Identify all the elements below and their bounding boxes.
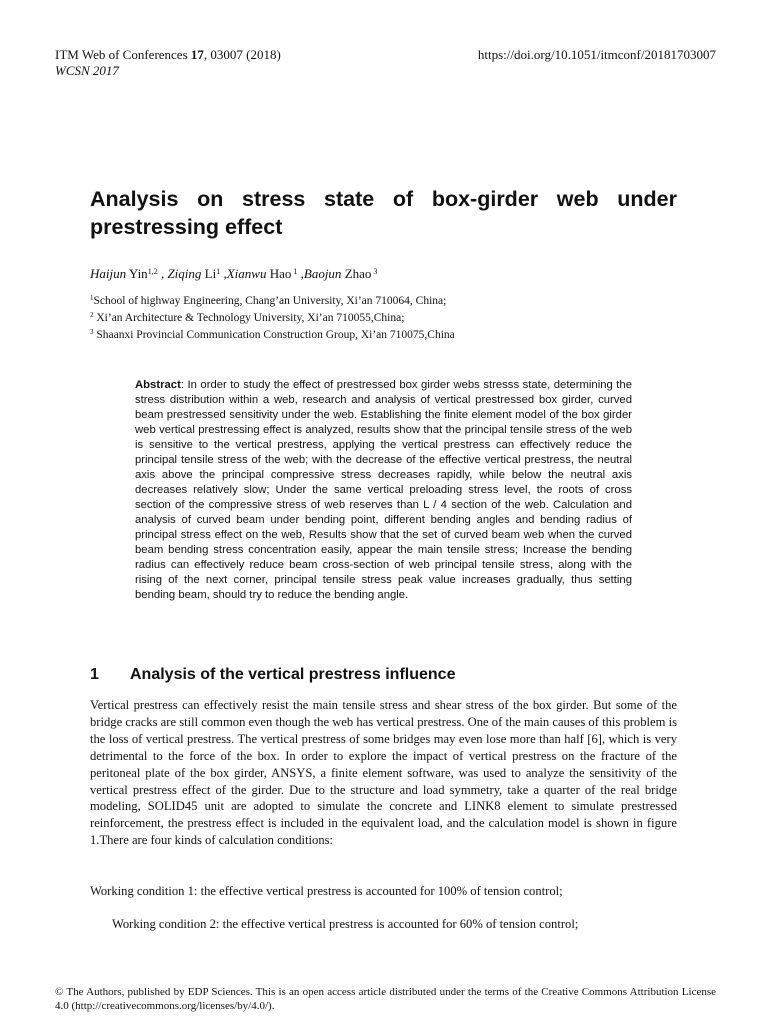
journal-name: ITM Web of Conferences (55, 47, 191, 62)
author-list (90, 264, 377, 282)
journal-volume: 17 (190, 47, 204, 62)
affiliation: $^3$ Shaanxi Provincial Communication Construction Group, Xi’an 710075,China (90, 328, 455, 341)
paper-title: Analysis on stress state of box-girder web under prestressing effect (90, 187, 677, 239)
author: Haijun Yin$^{1,2}$ , (90, 266, 168, 281)
journal-article-number: , 03007 (2018) (203, 47, 281, 62)
author: Xianwu Hao $^1$ , (226, 266, 304, 281)
license-footer: © The Authors, published by EDP Sciences. This is an open access article distributed under the terms of the Creative Commons Attribution License 4.0 (http://creativecommons.org/licenses/by/4.0/). (55, 986, 716, 1012)
affiliation-list (90, 291, 455, 342)
author: Baojun Zhao $^3$ (303, 266, 378, 281)
journal-citation (55, 47, 281, 63)
abstract (135, 378, 632, 603)
working-condition-1: Working condition 1: the effective vertical prestress is accounted for 100% of tension control; (90, 884, 563, 898)
doi-link[interactable]: https://doi.org/10.1051/itmconf/20181703007 (477, 47, 716, 62)
conference-name: WCSN 2017 (55, 63, 119, 78)
author: Ziqing Li$^1$ , (167, 266, 227, 281)
abstract-text: : In order to study the effect of prestressed box girder webs stresss state, determining the stress distribution within a web, research and analysis of vertical prestressed box girder, curved beam prestressed sensitivity under the web. Establishing the finite element model of the box girder web vertical prestressing effect is analyzed, results show that the principal tensile stress of the web is sensitive to the vertical prestress, applying the vertical prestress can effectively reduce the principal tensile stress of the web; with the decrease of the effective vertical prestress, the neutral axis above the principal compressive stress decreases rapidly, while below the neutral axis decreases relatively slow; Under the same vertical preloading stress level, the roots of cross section of the compressive stress of web reserves than L / 4 section of the web. Calculation and analysis of curved beam under bending point, different bending angles and bending radius of principal stress effect on the web, Results show that the set of curved beam web when the curved beam bending stress concentration easily, appear the main tensile stress; Increase the bending radius can effectively reduce beam cross-section of web principal tensile stress, along with the rising of the next corner, principal tensile stress peak value increases gradually, thus setting bending beam, should try to reduce the bending angle. (135, 379, 632, 601)
section-heading (90, 664, 678, 686)
body-paragraph: Vertical prestress can effectively resist the main tensile stress and shear stress of the box girder. But some of the bridge cracks are still common even though the web has vertical prestress. One of the main causes of this problem is the loss of vertical prestress. The vertical prestress of some bridges may even lose more than half [6], which is very detrimental to the force of the box. In order to explore the impact of vertical prestress on the fracture of the peritoneal plate of the box girder, ANSYS, a finite element software, was used to analyze the sensitivity of the vertical prestress effect of the girder. Due to the structure and load symmetry, take a quarter of the real bridge modeling, SOLID45 unit are adopted to simulate the concrete and LINK8 element to simulate prestressed reinforcement, the prestress effect is included in the equivalent load, and the calculation model is shown in figure 1.There are four kinds of calculation conditions: (90, 698, 677, 848)
affiliation: $^2$ Xi’an Architecture & Technology University, Xi’an 710055,China; (90, 311, 405, 324)
section-title: Analysis of the vertical prestress influence (130, 666, 456, 683)
section-number: 1 (90, 666, 99, 683)
working-condition-2: Working condition 2: the effective vertical prestress is accounted for 60% of tension control; (112, 917, 579, 931)
affiliation: $^1$School of highway Engineering, Chang’an University, Xi’an 710064, China; (90, 294, 447, 307)
abstract-label: Abstract (135, 379, 181, 391)
